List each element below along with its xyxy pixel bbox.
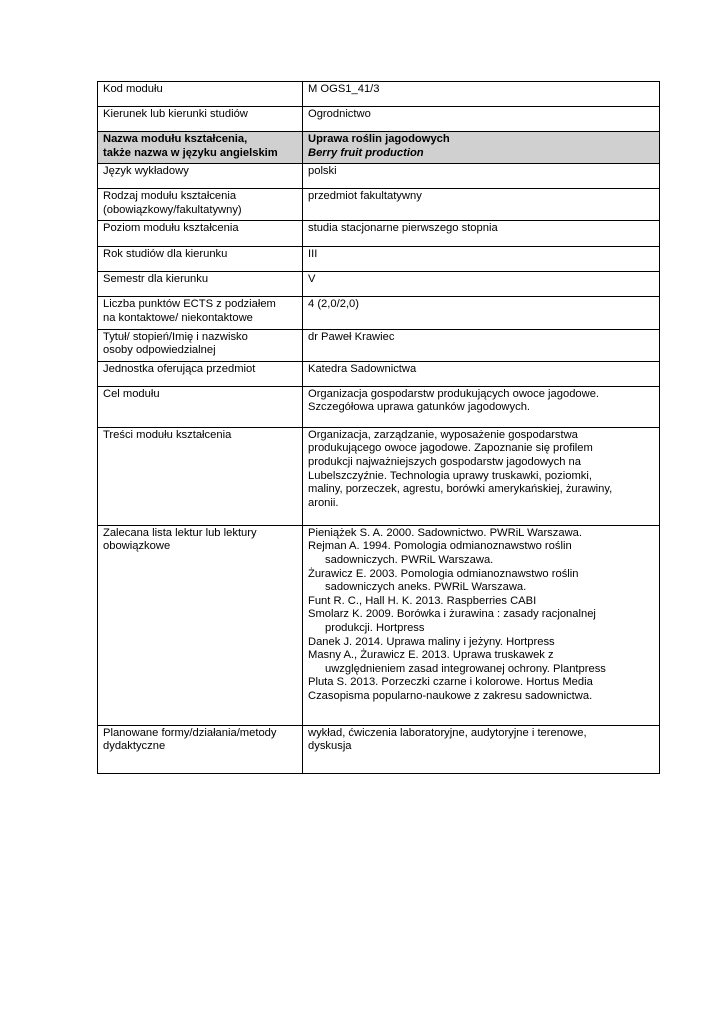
- label-cell: [98, 247, 303, 272]
- label-cell: [98, 107, 303, 132]
- reference-item: Masny A., Żurawicz E. 2013. Uprawa truskawek z uwzględnieniem zasad integrowanej ochrony. Plantpress: [308, 649, 606, 675]
- label-text: także nazwa w języku angielskim: [103, 146, 278, 159]
- value-cell: [303, 221, 660, 247]
- reading-list: [303, 525, 660, 725]
- label-text: Planowane formy/działania/metody: [103, 726, 277, 739]
- value-text: produkcji najważniejszych gospodarstw jagodowych na: [308, 455, 582, 468]
- label-text: (obowiązkowy/fakultatywny): [103, 203, 242, 216]
- row-module-level: [98, 221, 660, 247]
- reference-item: Danek J. 2014. Uprawa maliny i jeżyny. Hortpress: [308, 635, 555, 648]
- value-cell: [303, 329, 660, 361]
- label-text: Język wykładowy: [103, 165, 189, 178]
- reference-item: Funt R. C., Hall H. K. 2013. Raspberries CABI: [308, 594, 537, 607]
- label-text: Liczba punktów ECTS z podziałem: [103, 298, 276, 311]
- value-text: polski: [308, 165, 337, 178]
- label-text: Poziom modułu kształcenia: [103, 222, 239, 235]
- label-cell: [98, 525, 303, 725]
- label-cell: [98, 725, 303, 773]
- value-text: Katedra Sadownictwa: [308, 362, 417, 375]
- row-language: [98, 164, 660, 189]
- value-text: Organizacja gospodarstw produkujących owoce jagodowe.: [308, 387, 600, 400]
- label-text: Jednostka oferująca przedmiot: [103, 362, 256, 375]
- value-cell: [303, 386, 660, 427]
- value-cell: [303, 297, 660, 329]
- value-text: dr Paweł Krawiec: [308, 330, 395, 343]
- row-module-name: [98, 132, 660, 164]
- value-text: Lubelszczyźnie. Technologia uprawy truskawki, poziomki,: [308, 469, 592, 482]
- label-cell: [98, 361, 303, 386]
- label-text: Kod modułu: [103, 83, 163, 95]
- label-text: Nazwa modułu kształcenia,: [103, 133, 248, 145]
- module-description-table: [97, 81, 660, 774]
- row-study-year: [98, 247, 660, 272]
- label-text: Tytuł/ stopień/Imię i nazwisko: [103, 330, 248, 343]
- label-text: Treści modułu kształcenia: [103, 428, 232, 441]
- row-module-content: [98, 427, 660, 525]
- label-cell: [98, 272, 303, 297]
- value-cell: [303, 189, 660, 221]
- module-name-english: Berry fruit production: [308, 146, 424, 159]
- label-cell: [98, 82, 303, 107]
- label-text: Zalecana lista lektur lub lektury: [103, 526, 257, 539]
- value-cell: [303, 725, 660, 773]
- value-cell: [303, 107, 660, 132]
- value-cell: [303, 82, 660, 107]
- value-text: aronii.: [308, 496, 339, 509]
- row-didactic-methods: [98, 725, 660, 773]
- value-text: dyskusja: [308, 740, 352, 753]
- label-cell: [98, 221, 303, 247]
- row-reading-list: [98, 525, 660, 725]
- value-cell: [303, 272, 660, 297]
- label-text: Semestr dla kierunku: [103, 273, 209, 286]
- label-cell: [98, 132, 303, 164]
- value-text: M OGS1_41/3: [308, 83, 380, 95]
- label-text: na kontaktowe/ niekontaktowe: [103, 311, 253, 324]
- reference-item: Pieniążek S. A. 2000. Sadownictwo. PWRiL Warszawa.: [308, 526, 583, 539]
- value-text: maliny, porzeczek, agrestu, borówki amerykańskiej, żurawiny,: [308, 483, 613, 496]
- label-cell: [98, 189, 303, 221]
- row-field-of-study: [98, 107, 660, 132]
- row-ects-points: [98, 297, 660, 329]
- reference-item: Smolarz K. 2009. Borówka i żurawina : zasady racjonalnej produkcji. Hortpress: [308, 608, 596, 634]
- row-module-code: [98, 82, 660, 107]
- label-cell: [98, 297, 303, 329]
- label-text: obowiązkowe: [103, 540, 171, 553]
- module-name-polish: Uprawa roślin jagodowych: [308, 133, 450, 145]
- value-text: III: [308, 248, 318, 261]
- reference-item: Żurawicz E. 2003. Pomologia odmianoznawstwo roślin sadowniczych aneks. PWRiL Warszawa.: [308, 567, 579, 594]
- value-text: produkującego owoce jagodowe. Zapoznanie się profilem: [308, 442, 593, 455]
- value-text: 4 (2,0/2,0): [308, 298, 359, 311]
- value-text: przedmiot fakultatywny: [308, 190, 422, 203]
- reference-item: Czasopisma popularno-naukowe z zakresu sadownictwa.: [308, 689, 593, 702]
- value-text: studia stacjonarne pierwszego stopnia: [308, 222, 498, 235]
- row-responsible-person: [98, 329, 660, 361]
- value-cell: [303, 427, 660, 525]
- value-text: wykład, ćwiczenia laboratoryjne, audytoryjne i terenowe,: [308, 726, 587, 739]
- label-text: Rodzaj modułu kształcenia: [103, 190, 237, 203]
- label-text: Rok studiów dla kierunku: [103, 248, 228, 261]
- row-module-type: [98, 189, 660, 221]
- value-cell: [303, 361, 660, 386]
- label-cell: [98, 427, 303, 525]
- value-text: Organizacja, zarządzanie, wyposażenie gospodarstwa: [308, 428, 578, 441]
- reference-item: Rejman A. 1994. Pomologia odmianoznawstwo roślin sadowniczych. PWRiL Warszawa.: [308, 540, 572, 566]
- label-text: dydaktyczne: [103, 740, 166, 753]
- value-cell: [303, 132, 660, 164]
- label-text: osoby odpowiedzialnej: [103, 344, 216, 357]
- row-offering-unit: [98, 361, 660, 386]
- label-cell: [98, 329, 303, 361]
- value-cell: [303, 164, 660, 189]
- label-text: Cel modułu: [103, 387, 160, 400]
- value-text: V: [308, 273, 316, 286]
- row-semester: [98, 272, 660, 297]
- label-cell: [98, 386, 303, 427]
- reference-item: Pluta S. 2013. Porzeczki czarne i kolorowe. Hortus Media: [308, 676, 593, 689]
- value-cell: [303, 247, 660, 272]
- label-text: Kierunek lub kierunki studiów: [103, 108, 248, 120]
- label-cell: [98, 164, 303, 189]
- value-text: Szczegółowa uprawa gatunków jagodowych.: [308, 401, 531, 414]
- value-text: Ogrodnictwo: [308, 108, 371, 120]
- row-module-goal: [98, 386, 660, 427]
